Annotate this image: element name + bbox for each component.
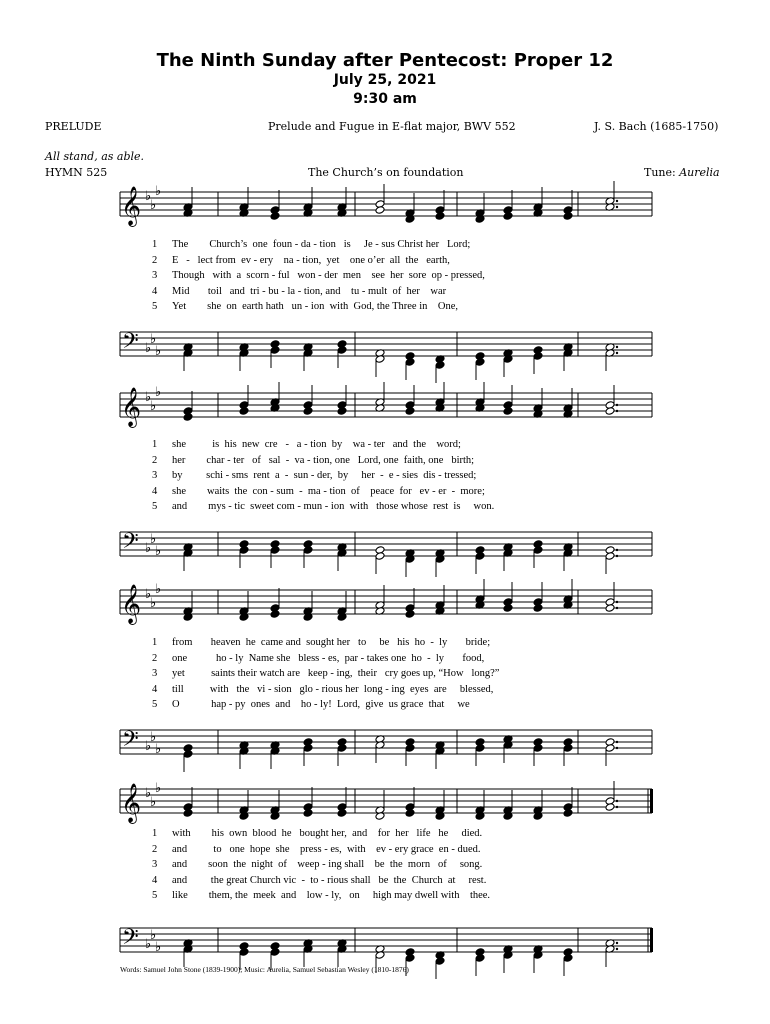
lyric-line: Though with a scorn - ful won - der men see her sore op - pressed, (172, 270, 485, 281)
lyric-line: from heaven he came and sought her to be his ho - ly bride; (172, 637, 491, 648)
verse-number: 5 (152, 699, 158, 710)
key-signature-flat: ♭ (155, 781, 162, 796)
hymn-title: The Church’s on foundation (308, 166, 464, 179)
treble-clef: 𝄞 (121, 584, 142, 624)
verse-number: 4 (152, 683, 158, 695)
lyric-line: E - lect from ev - ery na - tion, yet one o’er all the earth, (172, 254, 450, 266)
lyric-line: The Church’s one foun - da - tion is Je - sus Christ her Lord; (172, 239, 471, 250)
prelude-title: Prelude and Fugue in E-flat major, BWV 552 (268, 120, 516, 133)
bass-clef: 𝄢 (122, 727, 139, 757)
treble-clef: 𝄞 (121, 783, 142, 823)
tune-name: Aurelia (679, 166, 720, 179)
dot (616, 346, 618, 348)
key-signature-flat: ♭ (145, 189, 152, 204)
verse-number: 2 (152, 454, 158, 466)
lyric-line: by schi - sms rent a - sun - der, by her - e - sies dis - tressed; (172, 470, 477, 481)
prelude-composer: J. S. Bach (1685-1750) (594, 120, 719, 133)
verse-number: 1 (152, 239, 158, 250)
verse-number: 1 (152, 637, 158, 648)
service-time: 9:30 am (353, 91, 417, 107)
lyric-line: she waits the con - sum - ma - tion of peace for ev - er - more; (172, 485, 485, 497)
final-barline-thick (650, 789, 653, 813)
key-signature-flat: ♭ (150, 928, 157, 943)
lyric-line: Yet she on earth hath un - ion with God, the Three in One, (172, 301, 458, 312)
key-signature-flat: ♭ (150, 332, 157, 347)
lyric-line: one ho - ly Name she bless - es, par - takes one ho - ly food, (172, 652, 485, 664)
key-signature-flat: ♭ (145, 390, 152, 405)
verse-number: 4 (152, 874, 158, 886)
verse-number: 5 (152, 890, 158, 901)
bass-clef: 𝄢 (122, 329, 139, 359)
lyric-line: yet saints their watch are keep - ing, their cry goes up, “How long?” (172, 668, 500, 679)
lyric-line: and mys - tic sweet com - mun - ion with those whose rest is won. (172, 501, 495, 512)
dot (616, 206, 618, 208)
dot (616, 806, 618, 808)
verse-number: 4 (152, 285, 158, 297)
key-signature-flat: ♭ (155, 184, 162, 199)
hymn-number: HYMN 525 (45, 166, 108, 179)
lyric-line: and soon the night of weep - ing shall be the morn of song. (172, 859, 483, 870)
dot (616, 200, 618, 202)
verse-number: 2 (152, 254, 158, 266)
verse-number: 3 (152, 859, 158, 870)
dot (616, 549, 618, 551)
final-barline-thick (650, 928, 653, 952)
verse-number: 1 (152, 439, 158, 450)
key-signature-flat: ♭ (145, 587, 152, 602)
verse-number: 3 (152, 270, 158, 281)
treble-clef: 𝄞 (121, 387, 142, 427)
dot (616, 607, 618, 609)
key-signature-flat: ♭ (145, 937, 152, 952)
key-signature-flat: ♭ (150, 198, 157, 213)
verse-number: 3 (152, 668, 158, 679)
verse-number: 2 (152, 843, 158, 855)
lyric-line: till with the vi - sion glo - rious her long - ing eyes are blessed, (172, 683, 494, 695)
dot (616, 741, 618, 743)
verse-number: 5 (152, 301, 158, 312)
bass-clef: 𝄢 (122, 529, 139, 559)
verse-number: 5 (152, 501, 158, 512)
dot (616, 404, 618, 406)
verse-number: 1 (152, 828, 158, 839)
key-signature-flat: ♭ (150, 596, 157, 611)
key-signature-flat: ♭ (145, 341, 152, 356)
key-signature-flat: ♭ (150, 730, 157, 745)
lyric-line: with his own blood he bought her, and for her life he died. (172, 828, 483, 839)
key-signature-flat: ♭ (155, 582, 162, 597)
hymn-credit: Words: Samuel John Stone (1839-1900); Music: Aurelia, Samuel Sebastian Wesley (1810-1876) (120, 965, 409, 974)
key-signature-flat: ♭ (145, 786, 152, 801)
rubric: All stand, as able. (45, 150, 145, 163)
dot (616, 800, 618, 802)
verse-number: 2 (152, 652, 158, 664)
lyric-line: and the great Church vic - to - rious shall be the Church at rest. (172, 874, 487, 886)
dot (616, 747, 618, 749)
dot (616, 948, 618, 950)
key-signature-flat: ♭ (155, 940, 162, 955)
dot (616, 601, 618, 603)
lyric-line: like them, the meek and low - ly, on high may dwell with thee. (172, 890, 491, 901)
treble-clef: 𝄞 (121, 186, 142, 226)
prelude-label: PRELUDE (45, 120, 102, 133)
verse-number: 3 (152, 470, 158, 481)
key-signature-flat: ♭ (155, 544, 162, 559)
key-signature-flat: ♭ (155, 742, 162, 757)
page-title: The Ninth Sunday after Pentecost: Proper 12 (156, 50, 614, 71)
key-signature-flat: ♭ (150, 532, 157, 547)
tune-prefix: Tune: (644, 166, 680, 179)
key-signature-flat: ♭ (145, 739, 152, 754)
dot (616, 352, 618, 354)
key-signature-flat: ♭ (150, 795, 157, 810)
lyric-line: Mid toil and tri - bu - la - tion, and tu - mult of her war (172, 285, 447, 297)
key-signature-flat: ♭ (145, 541, 152, 556)
lyric-line: O hap - py ones and ho - ly! Lord, give us grace that we (172, 699, 470, 710)
key-signature-flat: ♭ (155, 344, 162, 359)
verse-number: 4 (152, 485, 158, 497)
bass-clef: 𝄢 (122, 925, 139, 955)
dot (616, 555, 618, 557)
service-date: July 25, 2021 (333, 72, 437, 88)
key-signature-flat: ♭ (155, 385, 162, 400)
key-signature-flat: ♭ (150, 399, 157, 414)
dot (616, 942, 618, 944)
lyric-line: and to one hope she press - es, with ev - ery grace en - dued. (172, 843, 481, 855)
lyric-line: she is his new cre - a - tion by wa - ter and the word; (172, 439, 461, 450)
dot (616, 410, 618, 412)
lyric-line: her char - ter of sal - va - tion, one Lord, one faith, one birth; (172, 454, 475, 466)
